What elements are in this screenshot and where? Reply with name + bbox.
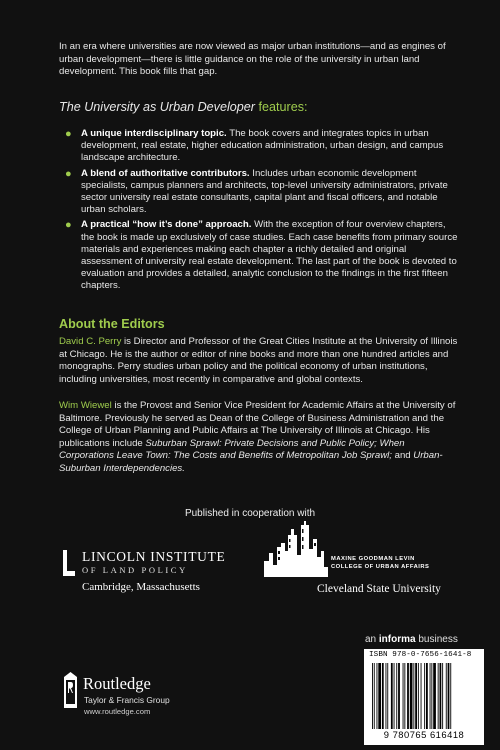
barcode-icon xyxy=(370,663,480,729)
lincoln-subtitle: OF LAND POLICY xyxy=(82,565,188,575)
informa-business xyxy=(365,634,458,645)
editor-bio: is Director and Professor of the Great Cities Institute at the University of Illinois at Chicago. He is the author or editor of nine books and more than one hundred articles and monographs. Perry studies urban policy and the political economy of urban institutions, including universities, most recently in comparative and global contexts. xyxy=(59,336,458,385)
editor-name: Wim Wiewel xyxy=(59,400,112,411)
intro-text: In an era where universities are now viewed as major urban institutions—and as engines of urban development—there is little guidance on the role of the university in urban land development. This book fills that gap. xyxy=(59,41,446,78)
feature-item xyxy=(59,168,459,217)
publication-title: Urban-Suburban Interdependencies. xyxy=(59,450,443,474)
lincoln-institute-logo xyxy=(62,547,234,595)
levin-line-1: MAXINE GOODMAN LEVIN xyxy=(331,556,415,562)
publication-title: When Corporations Leave Town: The Costs and Benefits of Metropolitan Job Sprawl; xyxy=(59,437,405,462)
bullet-icon: ● xyxy=(65,167,72,180)
skyline-logo-icon xyxy=(264,521,328,577)
routledge-logo-icon xyxy=(62,671,79,708)
levin-line-2: COLLEGE OF URBAN AFFAIRS xyxy=(331,564,430,570)
bullet-icon: ● xyxy=(65,219,72,232)
informa-brand: informa xyxy=(378,634,416,645)
features-list xyxy=(59,128,459,296)
feature-title: A blend of authoritative contributors. xyxy=(81,167,250,179)
feature-title: A unique interdisciplinary topic. xyxy=(81,128,227,139)
routledge-group: Taylor & Francis Group xyxy=(84,695,170,705)
wiewel-bio xyxy=(59,400,459,476)
routledge-name: Routledge xyxy=(83,674,151,693)
lincoln-logo-icon xyxy=(62,549,76,577)
isbn-number: ISBN 978-0-7656-1641-8 xyxy=(369,651,472,659)
and-text: and xyxy=(391,450,414,462)
ean-number: 9 780765 616418 xyxy=(383,729,465,740)
feature-text: The book covers and integrates topics in urban development, real estate, higher education administration, urban design, and campus landscape architecture. xyxy=(81,128,444,164)
features-suffix: features: xyxy=(258,100,308,114)
cleveland-state-university: Cleveland State University xyxy=(317,583,441,595)
about-editors-heading: About the Editors xyxy=(59,317,165,331)
feature-item xyxy=(59,219,459,292)
features-heading xyxy=(59,100,308,115)
feature-item xyxy=(59,128,459,165)
informa-suffix: business xyxy=(415,634,458,645)
lincoln-name: LINCOLN INSTITUTE xyxy=(82,549,226,564)
publication-title: Suburban Sprawl: Private Decisions and Public Policy; xyxy=(145,437,377,449)
lincoln-city: Cambridge, Massachusetts xyxy=(82,581,200,593)
bullet-icon: ● xyxy=(65,128,72,140)
informa-prefix: an xyxy=(365,634,379,645)
feature-text: Includes urban economic development specialists, campus planners and architects, top-level university administrators, private sector university real estate consultants, capital plant and fiscal officers, and notable urban scholars. xyxy=(81,167,448,216)
feature-text: With the exception of four overview chapters, the book is made up exclusively of case studies. Each case benefits from primary source materials and experiences making each chapter a richly detailed and original assessment of university real estate development. The last part of the book is devoted to evaluation and provides a detailed, analytic conclusion to the findings in the first fifteen chapters. xyxy=(81,219,458,292)
routledge-url: www.routledge.com xyxy=(84,707,151,716)
published-in-cooperation: Published in cooperation with xyxy=(184,508,316,519)
editor-name: David C. Perry xyxy=(59,336,122,347)
editor-bio: is the Provost and Senior Vice President for Academic Affairs at the University of Baltimore. Previously he served as Dean of the College of Business Administration and the College of Urban Planning and Public Affairs at The University of Illinois at Chicago. His publications include xyxy=(59,400,456,449)
perry-bio xyxy=(59,336,459,386)
book-title: The University as Urban Developer xyxy=(59,100,255,114)
feature-title: A practical “how it’s done” approach. xyxy=(81,219,252,231)
